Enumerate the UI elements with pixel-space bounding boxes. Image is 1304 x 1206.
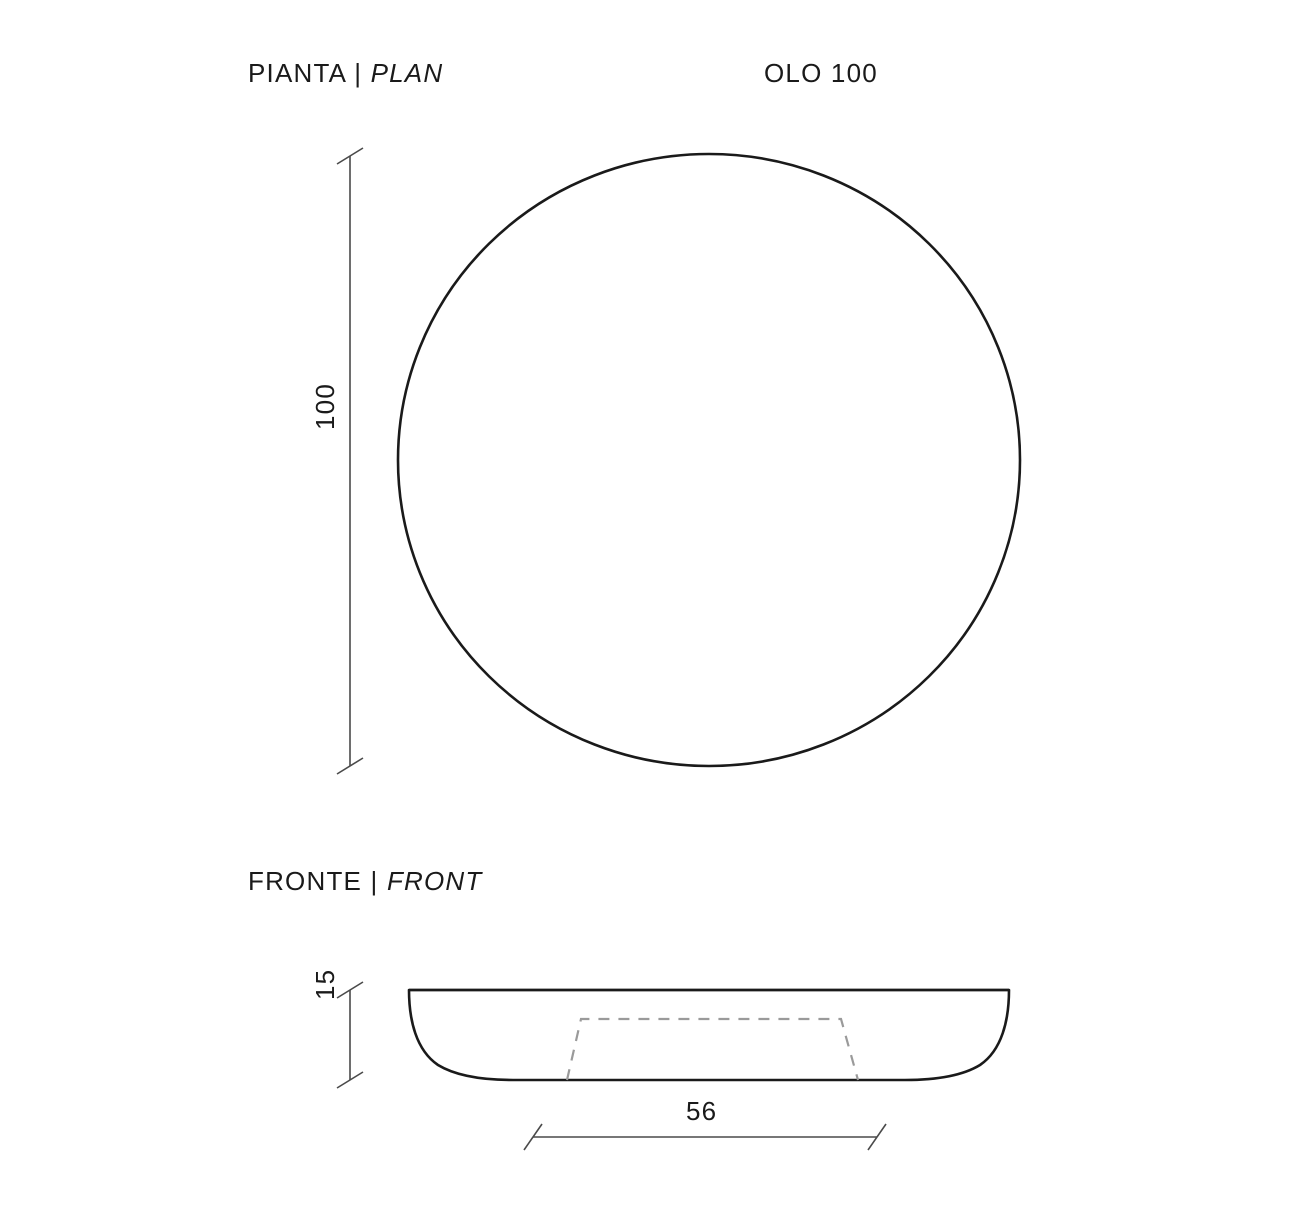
dimension-front-height	[337, 982, 363, 1088]
front-view-title-it: FRONTE	[248, 866, 363, 896]
plan-circle-outline	[398, 154, 1020, 766]
dimension-value-front-base: 56	[686, 1096, 718, 1126]
dimension-value-front-height: 15	[310, 968, 340, 1000]
front-view-title-separator: |	[370, 866, 379, 896]
model-name: OLO 100	[764, 58, 878, 88]
front-view-geometry	[409, 990, 1009, 1080]
plan-view-title-separator: |	[354, 58, 363, 88]
dimension-value-plan-diameter: 100	[310, 383, 340, 430]
plan-view-geometry	[398, 154, 1020, 766]
dimension-plan-diameter	[337, 148, 363, 774]
front-view-title-en: FRONT	[386, 866, 483, 896]
dimension-front-base	[524, 1124, 886, 1150]
front-hidden-base-outline	[567, 1019, 858, 1080]
front-bowl-outline	[409, 990, 1009, 1080]
plan-view-title-it: PIANTA	[248, 58, 346, 88]
plan-view-title-en: PLAN	[370, 58, 444, 88]
